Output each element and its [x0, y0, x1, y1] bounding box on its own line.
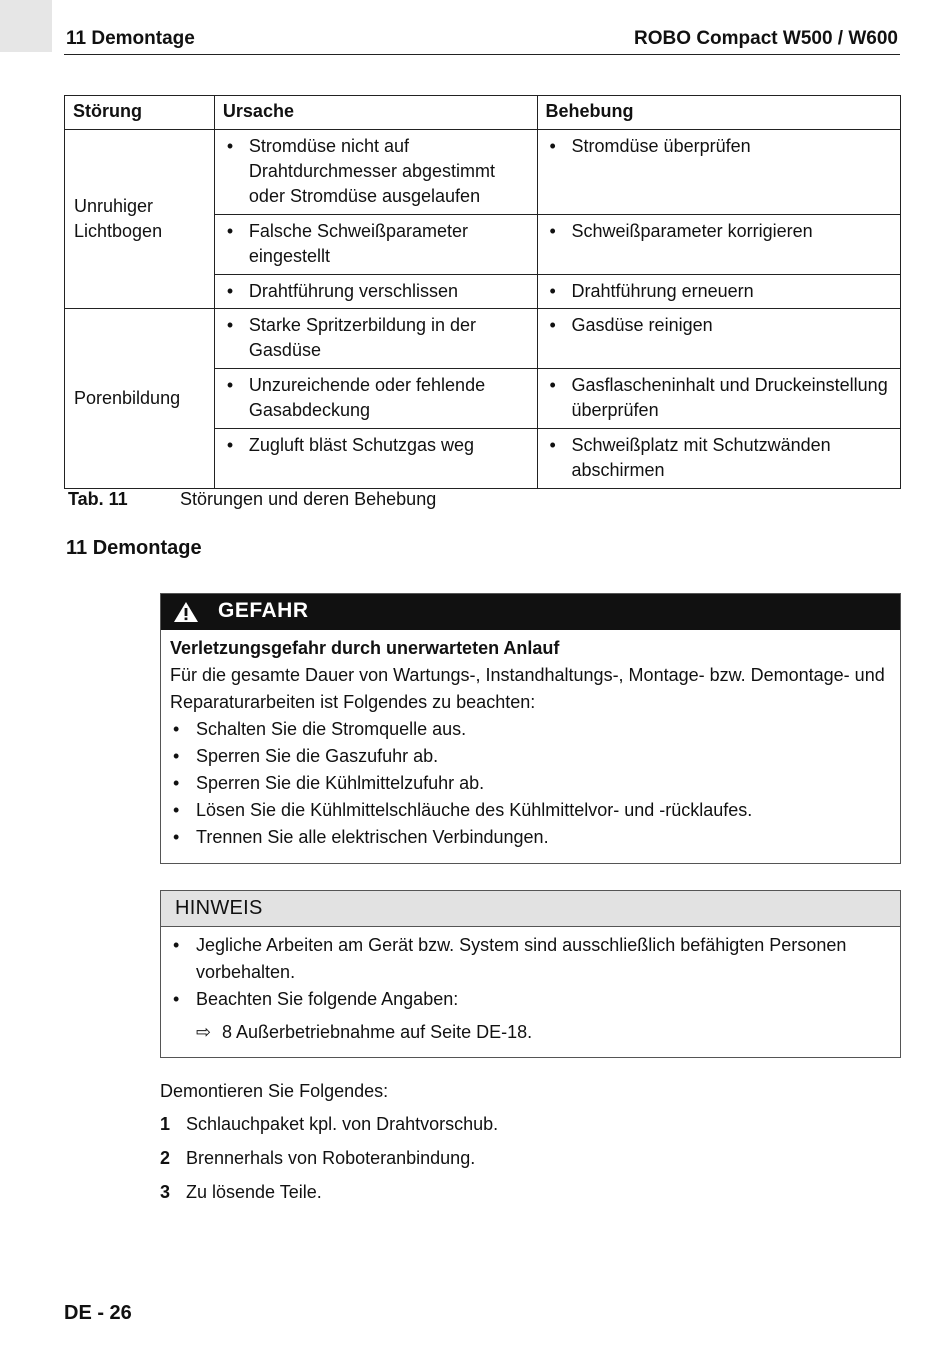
cause-text: • Unzureichende oder fehlende Gasabdeckung	[223, 373, 529, 423]
step-number: 1	[160, 1114, 171, 1134]
list-item: • Beachten Sie folgende Angaben:	[170, 986, 890, 1013]
step-text: Brennerhals von Roboteranbindung.	[186, 1148, 476, 1168]
list-item	[160, 1148, 498, 1182]
remedy-text: • Schweißparameter korrigieren	[546, 219, 892, 244]
cause-cell	[214, 429, 537, 489]
cause-text: • Starke Spritzerbildung in der Gasdüse	[223, 313, 529, 363]
fault-cell	[65, 309, 215, 489]
header-product: ROBO Compact W500 / W600	[634, 28, 898, 49]
list-item	[160, 1114, 498, 1148]
cause-text: • Drahtführung verschlissen	[223, 279, 529, 304]
caption-label: Tab. 11	[68, 489, 128, 509]
steps-intro: Demontieren Sie Folgendes:	[160, 1081, 389, 1101]
note-title-bar	[161, 891, 900, 927]
section-title: 11 Demontage	[66, 537, 202, 559]
fault-cell	[65, 130, 215, 309]
table-caption	[68, 489, 436, 510]
step-number: 3	[160, 1182, 171, 1202]
table-header-row	[65, 96, 901, 130]
cause-text: • Falsche Schweißparameter eingestellt	[223, 219, 529, 269]
corner-tab	[0, 0, 52, 52]
remedy-text: • Stromdüse überprüfen	[546, 134, 892, 159]
col-header-remedy: Behebung	[537, 96, 900, 130]
remedy-text: • Gasdüse reinigen	[546, 313, 892, 338]
list-item: • Sperren Sie die Kühlmittelzufuhr ab.	[170, 770, 890, 797]
fault-table	[64, 95, 901, 489]
fault-label: Unruhiger Lichtbogen	[74, 196, 163, 241]
list-item: • Trennen Sie alle elektrischen Verbindungen.	[170, 824, 890, 851]
cause-cell	[214, 215, 537, 275]
cause-cell	[214, 130, 537, 215]
remedy-cell	[537, 215, 900, 275]
remedy-cell	[537, 275, 900, 309]
note-box	[160, 890, 901, 1058]
note-title: HINWEIS	[175, 897, 263, 919]
remedy-cell	[537, 369, 900, 429]
list-item: • Jegliche Arbeiten am Gerät bzw. System sind ausschließlich befähigten Personen vorbehalten.	[170, 932, 890, 986]
cause-cell	[214, 369, 537, 429]
remedy-cell	[537, 429, 900, 489]
list-item: • Lösen Sie die Kühlmittelschläuche des Kühlmittelvor- und -rücklaufes.	[170, 797, 890, 824]
arrow-right-icon: ⇨	[196, 1022, 212, 1042]
danger-title: GEFAHR	[218, 599, 309, 622]
cross-reference-link[interactable]: 8 Außerbetriebnahme auf Seite DE-18.	[222, 1022, 533, 1042]
cause-text: • Stromdüse nicht auf Drahtdurchmesser abgestimmt oder Stromdüse ausgelaufen	[223, 134, 529, 209]
fault-label: Porenbildung	[74, 388, 181, 408]
step-text: Zu lösende Teile.	[186, 1182, 322, 1202]
cause-cell	[214, 309, 537, 369]
step-number: 2	[160, 1148, 171, 1168]
cross-reference[interactable]	[170, 1019, 890, 1046]
table-row	[65, 130, 901, 215]
remedy-text: • Drahtführung erneuern	[546, 279, 892, 304]
danger-subtitle: Verletzungsgefahr durch unerwarteten Anlauf	[170, 638, 560, 658]
danger-intro: Für die gesamte Dauer von Wartungs-, Instandhaltungs-, Montage- bzw. Demontage- und Reparaturarbeiten ist Folgendes zu beachten:	[170, 665, 885, 712]
remedy-text: • Gasflascheninhalt und Druckeinstellung überprüfen	[546, 373, 892, 423]
col-header-fault: Störung	[65, 96, 215, 130]
note-body	[161, 927, 900, 1046]
page-number: DE - 26	[64, 1302, 132, 1324]
list-item: • Schalten Sie die Stromquelle aus.	[170, 716, 890, 743]
danger-title-bar	[161, 594, 900, 630]
header-chapter: 11 Demontage	[66, 28, 195, 49]
warning-triangle-icon	[173, 601, 199, 623]
remedy-cell	[537, 130, 900, 215]
table-row	[65, 309, 901, 369]
list-item: • Sperren Sie die Gaszufuhr ab.	[170, 743, 890, 770]
cause-text: • Zugluft bläst Schutzgas weg	[223, 433, 529, 458]
col-header-cause: Ursache	[214, 96, 537, 130]
steps-list	[160, 1114, 498, 1216]
list-item	[160, 1182, 498, 1216]
caption-text: Störungen und deren Behebung	[180, 489, 437, 509]
danger-body	[161, 630, 900, 851]
danger-box	[160, 593, 901, 864]
remedy-cell	[537, 309, 900, 369]
cause-cell	[214, 275, 537, 309]
step-text: Schlauchpaket kpl. von Drahtvorschub.	[186, 1114, 499, 1134]
page-header	[64, 26, 900, 55]
remedy-text: • Schweißplatz mit Schutzwänden abschirmen	[546, 433, 892, 483]
